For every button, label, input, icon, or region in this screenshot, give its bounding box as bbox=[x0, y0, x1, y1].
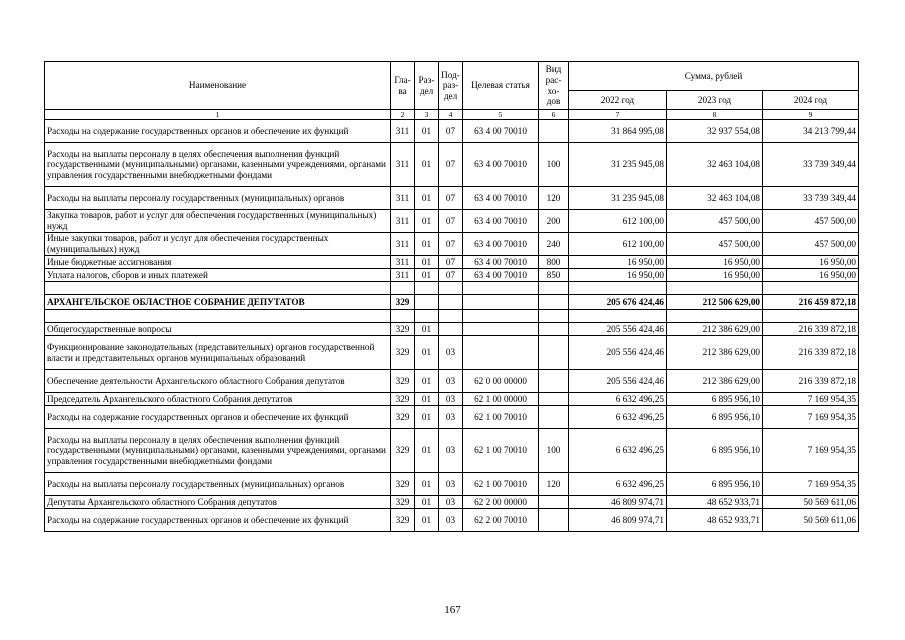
row-sum-2024: 33 739 349,44 bbox=[763, 143, 859, 187]
row-sum-2022: 31 235 945,08 bbox=[569, 143, 667, 187]
row-sum-2023: 48 652 933,71 bbox=[667, 509, 763, 532]
row-sum-2022: 31 235 945,08 bbox=[569, 187, 667, 210]
row-razdel: 01 bbox=[415, 233, 439, 256]
row-razdel bbox=[415, 310, 439, 323]
row-vid: 120 bbox=[539, 187, 569, 210]
row-podrazdel: 03 bbox=[439, 429, 463, 473]
row-glava: 329 bbox=[391, 295, 415, 310]
col-number: 7 bbox=[569, 110, 667, 120]
col-number: 6 bbox=[539, 110, 569, 120]
row-name: Общегосударственные вопросы bbox=[45, 323, 391, 336]
col-number: 8 bbox=[667, 110, 763, 120]
row-sum-2023: 212 386 629,00 bbox=[667, 370, 763, 393]
row-sum-2022: 205 676 424,46 bbox=[569, 295, 667, 310]
row-podrazdel: 03 bbox=[439, 393, 463, 406]
row-podrazdel bbox=[439, 323, 463, 336]
header-podrazdel: Под-раз-дел bbox=[439, 62, 463, 110]
page-number: 167 bbox=[444, 604, 461, 616]
row-name bbox=[45, 310, 391, 323]
row-sum-2024: 216 339 872,18 bbox=[763, 336, 859, 370]
row-vid bbox=[539, 323, 569, 336]
row-sum-2024: 216 459 872,18 bbox=[763, 295, 859, 310]
row-target bbox=[463, 323, 539, 336]
row-sum-2024: 216 339 872,18 bbox=[763, 370, 859, 393]
row-name: Депутаты Архангельского областного Собрания депутатов bbox=[45, 496, 391, 509]
row-name: Расходы на выплаты персоналу в целях обеспечения выполнения функций государственными (муниципальными) органами, казенными учреждениями, органами управления государственными внебюджетными фондами bbox=[45, 143, 391, 187]
row-podrazdel bbox=[439, 310, 463, 323]
row-sum-2022: 46 809 974,71 bbox=[569, 496, 667, 509]
row-name: Расходы на выплаты персоналу государственных (муниципальных) органов bbox=[45, 187, 391, 210]
row-podrazdel: 07 bbox=[439, 256, 463, 269]
row-sum-2022: 6 632 496,25 bbox=[569, 429, 667, 473]
col-number: 2 bbox=[391, 110, 415, 120]
column-numbers-row bbox=[45, 110, 859, 120]
row-sum-2022: 46 809 974,71 bbox=[569, 509, 667, 532]
row-glava bbox=[391, 282, 415, 295]
row-sum-2023: 16 950,00 bbox=[667, 269, 763, 282]
table-row bbox=[45, 496, 859, 509]
row-glava: 329 bbox=[391, 509, 415, 532]
row-razdel bbox=[415, 295, 439, 310]
row-sum-2022: 205 556 424,46 bbox=[569, 370, 667, 393]
row-podrazdel: 03 bbox=[439, 406, 463, 429]
row-vid bbox=[539, 120, 569, 143]
header-row-1 bbox=[45, 62, 859, 91]
table-row bbox=[45, 393, 859, 406]
row-target: 63 4 00 70010 bbox=[463, 187, 539, 210]
table-row bbox=[45, 336, 859, 370]
row-vid bbox=[539, 406, 569, 429]
row-razdel: 01 bbox=[415, 406, 439, 429]
row-sum-2023: 212 386 629,00 bbox=[667, 323, 763, 336]
header-name: Наименование bbox=[45, 62, 391, 110]
row-podrazdel: 07 bbox=[439, 269, 463, 282]
table-row bbox=[45, 406, 859, 429]
table-row bbox=[45, 187, 859, 210]
row-name: Иные закупки товаров, работ и услуг для обеспечения государственных (муниципальных) нужд bbox=[45, 233, 391, 256]
row-vid bbox=[539, 509, 569, 532]
header-razdel: Раз-дел bbox=[415, 62, 439, 110]
row-sum-2024: 33 739 349,44 bbox=[763, 187, 859, 210]
row-glava: 329 bbox=[391, 336, 415, 370]
row-target bbox=[463, 336, 539, 370]
row-vid: 200 bbox=[539, 210, 569, 233]
row-sum-2024 bbox=[763, 310, 859, 323]
row-razdel: 01 bbox=[415, 143, 439, 187]
row-vid bbox=[539, 393, 569, 406]
row-sum-2024: 50 569 611,06 bbox=[763, 496, 859, 509]
row-sum-2022: 16 950,00 bbox=[569, 256, 667, 269]
row-sum-2024: 50 569 611,06 bbox=[763, 509, 859, 532]
row-vid: 100 bbox=[539, 143, 569, 187]
row-sum-2023 bbox=[667, 310, 763, 323]
row-vid bbox=[539, 295, 569, 310]
table-row bbox=[45, 120, 859, 143]
row-target: 62 1 00 70010 bbox=[463, 406, 539, 429]
row-podrazdel: 07 bbox=[439, 143, 463, 187]
row-podrazdel: 03 bbox=[439, 473, 463, 496]
row-sum-2023: 6 895 956,10 bbox=[667, 429, 763, 473]
row-vid bbox=[539, 310, 569, 323]
row-target: 63 4 00 70010 bbox=[463, 256, 539, 269]
row-target bbox=[463, 282, 539, 295]
row-sum-2023: 457 500,00 bbox=[667, 210, 763, 233]
table-row bbox=[45, 143, 859, 187]
row-razdel: 01 bbox=[415, 429, 439, 473]
row-sum-2022: 16 950,00 bbox=[569, 269, 667, 282]
header-sum: Сумма, рублей bbox=[569, 62, 859, 91]
header-year-2023: 2023 год bbox=[667, 91, 763, 110]
header-year-2024: 2024 год bbox=[763, 91, 859, 110]
row-name: Председатель Архангельского областного Собрания депутатов bbox=[45, 393, 391, 406]
row-vid: 800 bbox=[539, 256, 569, 269]
row-name: Расходы на содержание государственных органов и обеспечение их функций bbox=[45, 120, 391, 143]
row-vid: 120 bbox=[539, 473, 569, 496]
row-sum-2023 bbox=[667, 282, 763, 295]
row-glava: 329 bbox=[391, 406, 415, 429]
row-podrazdel: 07 bbox=[439, 210, 463, 233]
row-razdel: 01 bbox=[415, 496, 439, 509]
table-row bbox=[45, 282, 859, 295]
row-target: 62 1 00 70010 bbox=[463, 429, 539, 473]
row-glava: 329 bbox=[391, 473, 415, 496]
row-razdel: 01 bbox=[415, 269, 439, 282]
row-sum-2022 bbox=[569, 282, 667, 295]
table-row bbox=[45, 323, 859, 336]
row-sum-2023: 212 506 629,00 bbox=[667, 295, 763, 310]
row-podrazdel bbox=[439, 282, 463, 295]
table-row bbox=[45, 473, 859, 496]
row-name bbox=[45, 282, 391, 295]
row-target: 62 2 00 00000 bbox=[463, 496, 539, 509]
table-row bbox=[45, 210, 859, 233]
row-podrazdel: 03 bbox=[439, 370, 463, 393]
row-sum-2024 bbox=[763, 282, 859, 295]
row-podrazdel: 03 bbox=[439, 336, 463, 370]
row-glava: 329 bbox=[391, 393, 415, 406]
row-target: 63 4 00 70010 bbox=[463, 143, 539, 187]
row-sum-2024: 457 500,00 bbox=[763, 233, 859, 256]
header-year-2022: 2022 год bbox=[569, 91, 667, 110]
row-target: 62 1 00 70010 bbox=[463, 473, 539, 496]
row-sum-2022: 205 556 424,46 bbox=[569, 336, 667, 370]
row-podrazdel: 03 bbox=[439, 496, 463, 509]
row-razdel: 01 bbox=[415, 336, 439, 370]
row-glava: 311 bbox=[391, 233, 415, 256]
row-razdel: 01 bbox=[415, 509, 439, 532]
row-glava: 311 bbox=[391, 143, 415, 187]
row-name: Обеспечение деятельности Архангельского областного Собрания депутатов bbox=[45, 370, 391, 393]
row-podrazdel: 07 bbox=[439, 187, 463, 210]
row-sum-2023: 457 500,00 bbox=[667, 233, 763, 256]
row-glava bbox=[391, 310, 415, 323]
row-vid: 240 bbox=[539, 233, 569, 256]
row-target: 62 2 00 70010 bbox=[463, 509, 539, 532]
table-row bbox=[45, 269, 859, 282]
row-name: Расходы на содержание государственных органов и обеспечение их функций bbox=[45, 509, 391, 532]
col-number: 1 bbox=[45, 110, 391, 120]
row-sum-2022: 6 632 496,25 bbox=[569, 393, 667, 406]
table-row bbox=[45, 310, 859, 323]
row-name: Иные бюджетные ассигнования bbox=[45, 256, 391, 269]
row-glava: 329 bbox=[391, 370, 415, 393]
row-target: 63 4 00 70010 bbox=[463, 233, 539, 256]
row-name: Расходы на выплаты персоналу государственных (муниципальных) органов bbox=[45, 473, 391, 496]
row-razdel bbox=[415, 282, 439, 295]
row-glava: 311 bbox=[391, 210, 415, 233]
row-glava: 329 bbox=[391, 496, 415, 509]
row-sum-2024: 7 169 954,35 bbox=[763, 429, 859, 473]
row-vid bbox=[539, 370, 569, 393]
row-sum-2024: 457 500,00 bbox=[763, 210, 859, 233]
row-sum-2023: 16 950,00 bbox=[667, 256, 763, 269]
row-podrazdel bbox=[439, 295, 463, 310]
row-razdel: 01 bbox=[415, 370, 439, 393]
row-vid bbox=[539, 336, 569, 370]
row-glava: 311 bbox=[391, 187, 415, 210]
row-sum-2023: 32 463 104,08 bbox=[667, 143, 763, 187]
row-sum-2022: 612 100,00 bbox=[569, 210, 667, 233]
table-row bbox=[45, 256, 859, 269]
row-sum-2024: 7 169 954,35 bbox=[763, 473, 859, 496]
row-target: 63 4 00 70010 bbox=[463, 120, 539, 143]
col-number: 9 bbox=[763, 110, 859, 120]
row-target: 62 0 00 00000 bbox=[463, 370, 539, 393]
table-row bbox=[45, 233, 859, 256]
row-target: 63 4 00 70010 bbox=[463, 269, 539, 282]
row-vid: 850 bbox=[539, 269, 569, 282]
row-sum-2024: 7 169 954,35 bbox=[763, 406, 859, 429]
row-razdel: 01 bbox=[415, 393, 439, 406]
row-target: 63 4 00 70010 bbox=[463, 210, 539, 233]
table-row bbox=[45, 370, 859, 393]
row-sum-2024: 7 169 954,35 bbox=[763, 393, 859, 406]
row-sum-2023: 32 463 104,08 bbox=[667, 187, 763, 210]
row-sum-2022: 6 632 496,25 bbox=[569, 406, 667, 429]
row-vid bbox=[539, 496, 569, 509]
table-row bbox=[45, 509, 859, 532]
budget-table bbox=[44, 61, 859, 532]
row-sum-2024: 16 950,00 bbox=[763, 256, 859, 269]
row-sum-2022: 612 100,00 bbox=[569, 233, 667, 256]
row-sum-2024: 216 339 872,18 bbox=[763, 323, 859, 336]
row-name: Уплата налогов, сборов и иных платежей bbox=[45, 269, 391, 282]
col-number: 5 bbox=[463, 110, 539, 120]
row-podrazdel: 03 bbox=[439, 509, 463, 532]
row-glava: 311 bbox=[391, 256, 415, 269]
row-razdel: 01 bbox=[415, 187, 439, 210]
header-vid: Вид рас-хо-дов bbox=[539, 62, 569, 110]
header-target: Целевая статья bbox=[463, 62, 539, 110]
row-name: Закупка товаров, работ и услуг для обеспечения государственных (муниципальных) нужд bbox=[45, 210, 391, 233]
row-sum-2022: 205 556 424,46 bbox=[569, 323, 667, 336]
col-number: 3 bbox=[415, 110, 439, 120]
row-sum-2024: 34 213 799,44 bbox=[763, 120, 859, 143]
row-sum-2023: 6 895 956,10 bbox=[667, 473, 763, 496]
table-body bbox=[45, 120, 859, 532]
row-razdel: 01 bbox=[415, 473, 439, 496]
row-sum-2022: 6 632 496,25 bbox=[569, 473, 667, 496]
row-name: Расходы на выплаты персоналу в целях обеспечения выполнения функций государственными (муниципальными) органами, казенными учреждениями, органами управления государственными внебюджетными фондами bbox=[45, 429, 391, 473]
row-razdel: 01 bbox=[415, 323, 439, 336]
row-name: Функционирование законодательных (представительных) органов государственной власти и представительных органов муниципальных образований bbox=[45, 336, 391, 370]
row-sum-2023: 212 386 629,00 bbox=[667, 336, 763, 370]
row-razdel: 01 bbox=[415, 210, 439, 233]
row-glava: 329 bbox=[391, 429, 415, 473]
header-glava: Гла-ва bbox=[391, 62, 415, 110]
row-glava: 311 bbox=[391, 120, 415, 143]
row-razdel: 01 bbox=[415, 120, 439, 143]
row-target: 62 1 00 00000 bbox=[463, 393, 539, 406]
row-sum-2023: 6 895 956,10 bbox=[667, 406, 763, 429]
row-target bbox=[463, 310, 539, 323]
row-name: Расходы на содержание государственных органов и обеспечение их функций bbox=[45, 406, 391, 429]
row-sum-2023: 6 895 956,10 bbox=[667, 393, 763, 406]
row-sum-2024: 16 950,00 bbox=[763, 269, 859, 282]
table-row bbox=[45, 295, 859, 310]
row-sum-2023: 32 937 554,08 bbox=[667, 120, 763, 143]
row-name: АРХАНГЕЛЬСКОЕ ОБЛАСТНОЕ СОБРАНИЕ ДЕПУТАТОВ bbox=[45, 295, 391, 310]
row-vid: 100 bbox=[539, 429, 569, 473]
row-sum-2022: 31 864 995,08 bbox=[569, 120, 667, 143]
row-sum-2022 bbox=[569, 310, 667, 323]
row-sum-2023: 48 652 933,71 bbox=[667, 496, 763, 509]
row-glava: 329 bbox=[391, 323, 415, 336]
row-razdel: 01 bbox=[415, 256, 439, 269]
row-podrazdel: 07 bbox=[439, 120, 463, 143]
table-row bbox=[45, 429, 859, 473]
row-podrazdel: 07 bbox=[439, 233, 463, 256]
row-vid bbox=[539, 282, 569, 295]
col-number: 4 bbox=[439, 110, 463, 120]
row-target bbox=[463, 295, 539, 310]
row-glava: 311 bbox=[391, 269, 415, 282]
